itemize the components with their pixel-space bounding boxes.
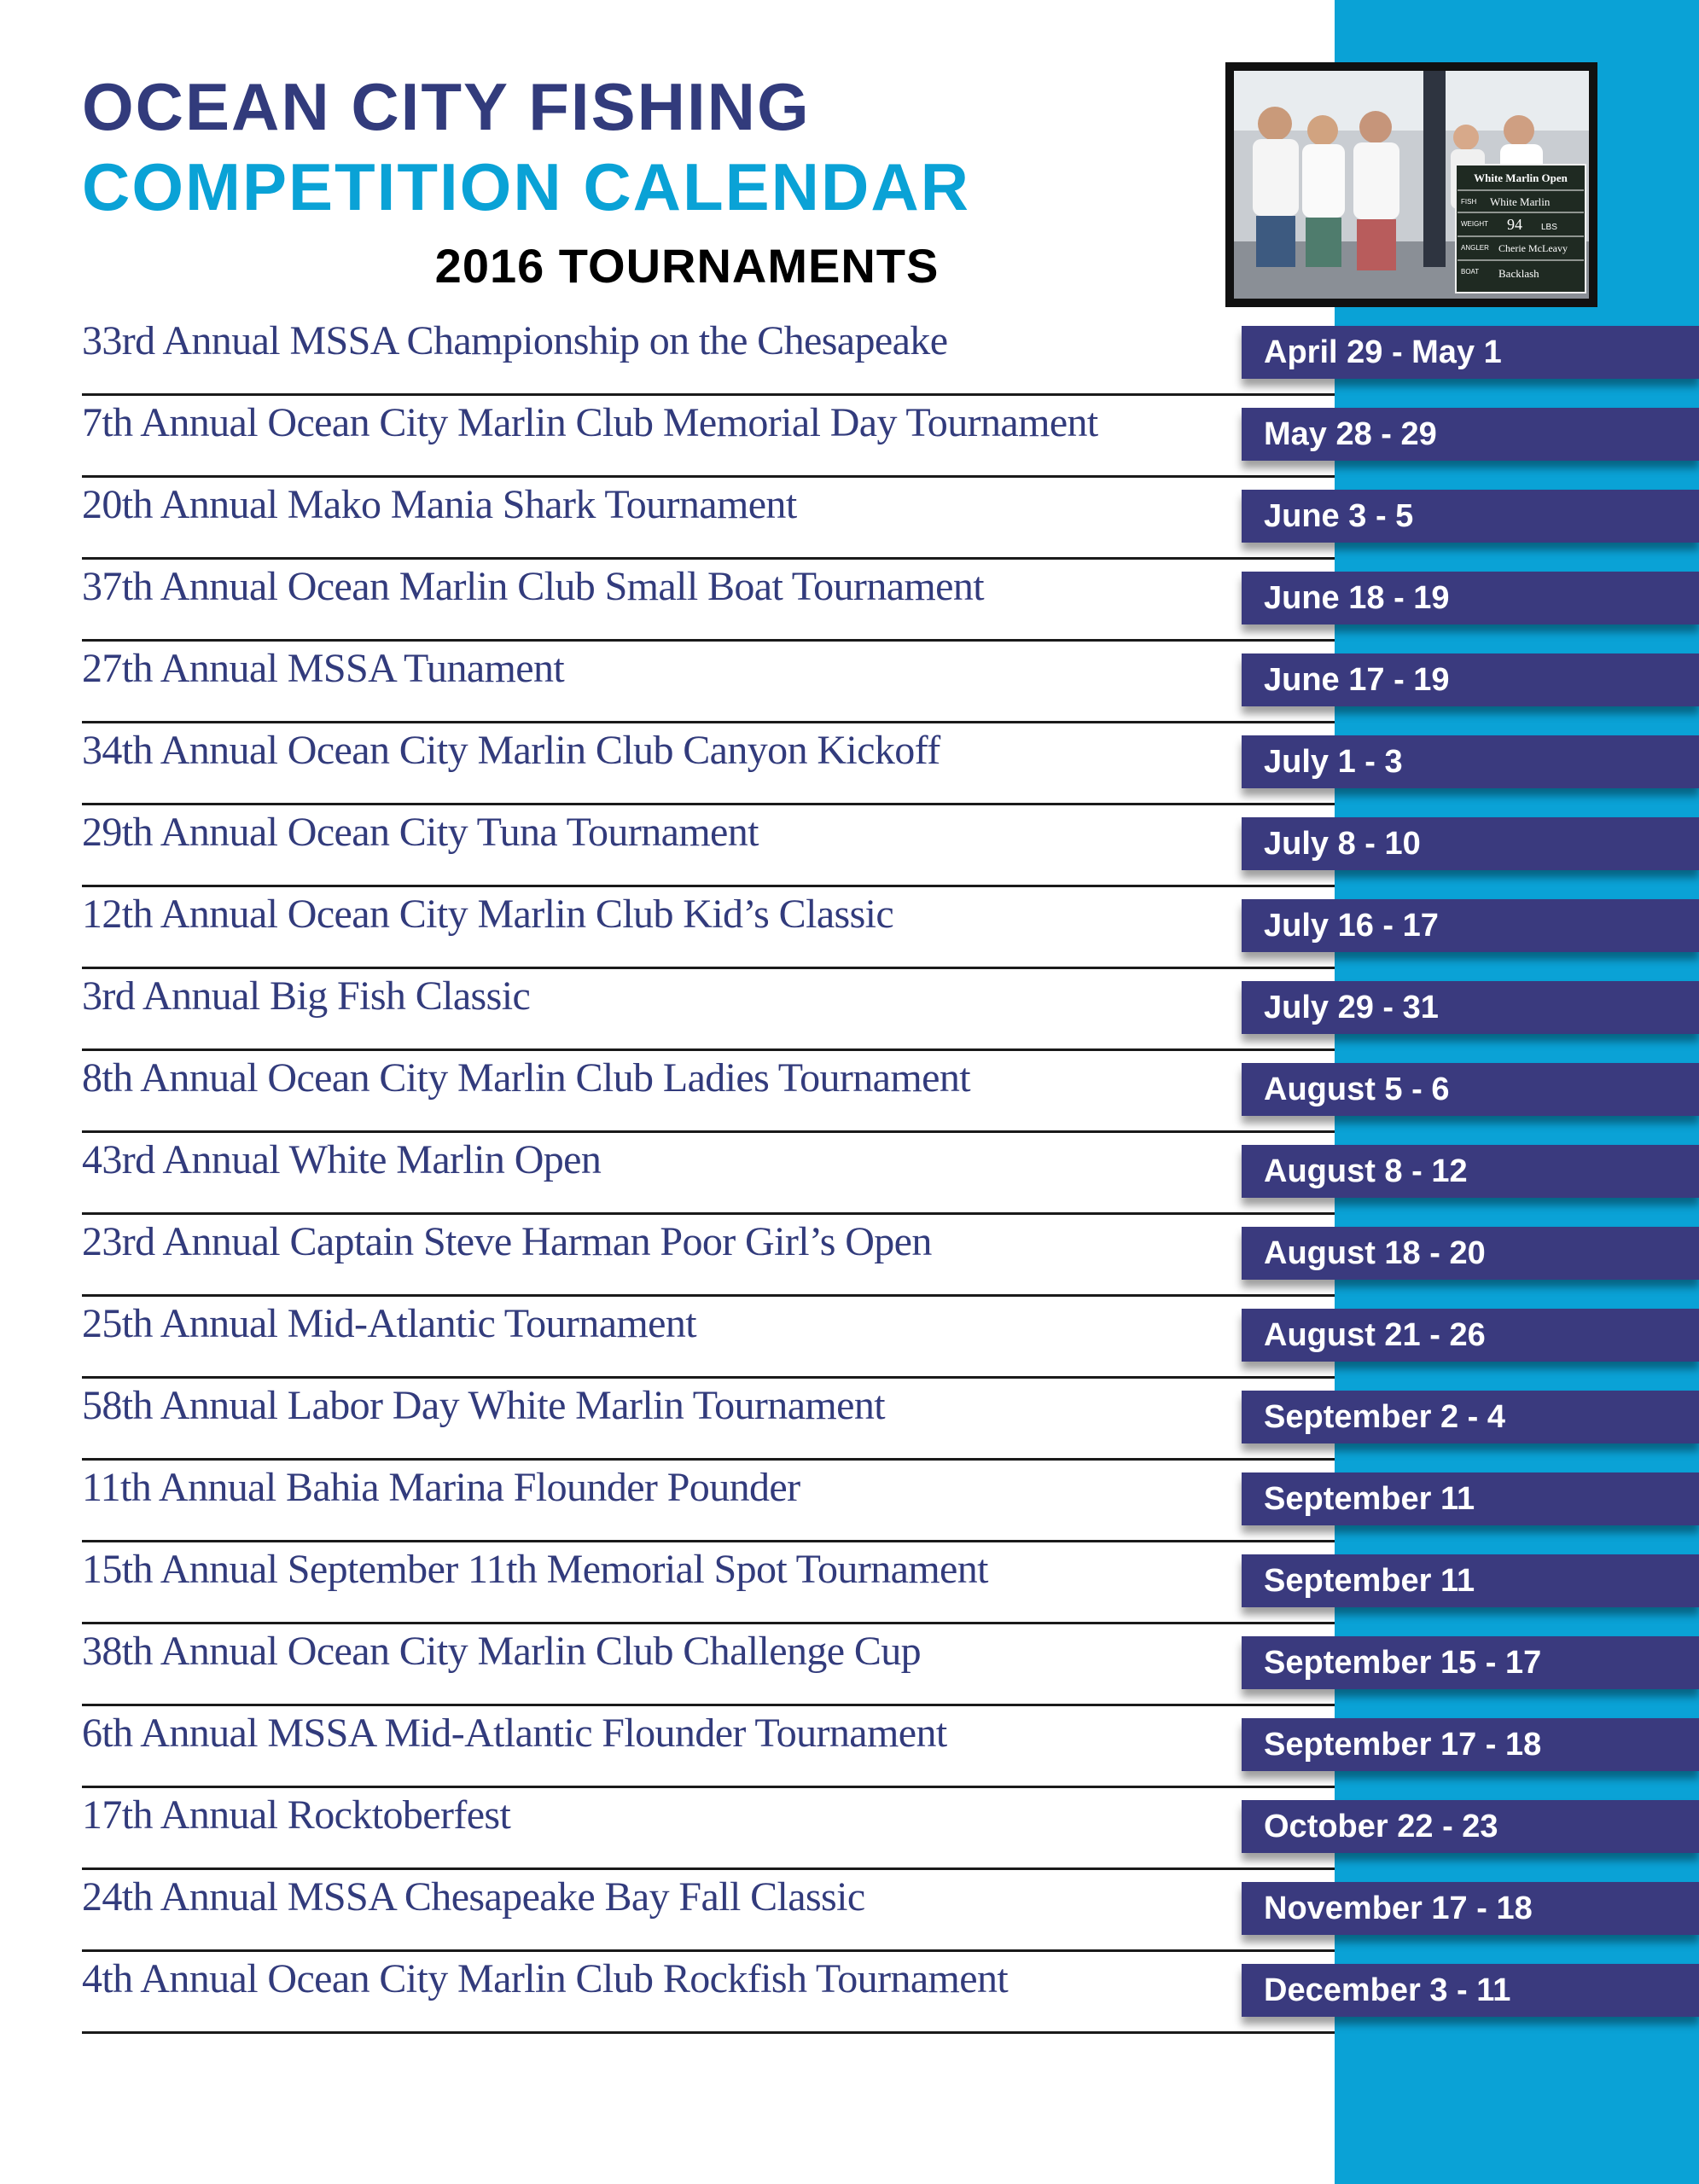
row-divider bbox=[82, 2031, 1335, 2034]
tournament-row bbox=[82, 887, 1335, 969]
tournament-date-badge: November 17 - 18 bbox=[1242, 1882, 1699, 1935]
sign-angler-label: ANGLER bbox=[1461, 244, 1489, 252]
tournament-date-badge: September 17 - 18 bbox=[1242, 1718, 1699, 1771]
tournament-date-badge: August 5 - 6 bbox=[1242, 1063, 1699, 1116]
tournament-date-badge: June 3 - 5 bbox=[1242, 490, 1699, 543]
tournament-row bbox=[82, 642, 1335, 723]
tournament-row bbox=[82, 1788, 1335, 1870]
sign-weight-label: WEIGHT bbox=[1461, 220, 1488, 228]
tournament-row bbox=[82, 314, 1335, 396]
tournament-row bbox=[82, 1870, 1335, 1952]
tournament-date-badge: December 3 - 11 bbox=[1242, 1964, 1699, 2017]
tournament-date-badge: June 17 - 19 bbox=[1242, 653, 1699, 706]
tournament-name: 25th Annual Mid-Atlantic Tournament bbox=[82, 1301, 696, 1346]
tournament-name: 3rd Annual Big Fish Classic bbox=[82, 973, 531, 1019]
tournament-name: 12th Annual Ocean City Marlin Club Kid’s Classic bbox=[82, 892, 894, 937]
tournament-row bbox=[82, 723, 1335, 805]
sign-weight-unit: LBS bbox=[1541, 223, 1557, 232]
tournament-name: 8th Annual Ocean City Marlin Club Ladies Tournament bbox=[82, 1055, 970, 1101]
tournament-name: 7th Annual Ocean City Marlin Club Memorial Day Tournament bbox=[82, 400, 1098, 445]
tournament-date-badge: April 29 - May 1 bbox=[1242, 326, 1699, 379]
tournament-name: 33rd Annual MSSA Championship on the Chesapeake bbox=[82, 318, 948, 363]
sign-fish-label: FISH bbox=[1461, 198, 1477, 206]
tournament-row bbox=[82, 1542, 1335, 1624]
tournament-row bbox=[82, 1051, 1335, 1133]
tournament-name: 29th Annual Ocean City Tuna Tournament bbox=[82, 810, 759, 855]
tournament-date-badge: September 15 - 17 bbox=[1242, 1636, 1699, 1689]
tournament-row bbox=[82, 1133, 1335, 1215]
sign-weight-value: 94 bbox=[1507, 216, 1522, 233]
tournament-name: 15th Annual September 11th Memorial Spot Tournament bbox=[82, 1547, 988, 1592]
tournament-date-badge: September 11 bbox=[1242, 1554, 1699, 1607]
tournament-row bbox=[82, 1952, 1335, 2034]
tournament-date-badge: August 21 - 26 bbox=[1242, 1309, 1699, 1362]
tournament-name: 11th Annual Bahia Marina Flounder Pounder bbox=[82, 1465, 800, 1510]
tournament-date-badge: September 11 bbox=[1242, 1472, 1699, 1525]
tournament-date-badge: August 8 - 12 bbox=[1242, 1145, 1699, 1198]
title-line-2: COMPETITION CALENDAR bbox=[82, 149, 970, 224]
tournament-date-badge: May 28 - 29 bbox=[1242, 408, 1699, 461]
tournament-row bbox=[82, 1297, 1335, 1379]
tournament-row bbox=[82, 969, 1335, 1051]
title-line-1: OCEAN CITY FISHING bbox=[82, 69, 811, 144]
tournament-row bbox=[82, 1706, 1335, 1788]
tournament-date-badge: September 2 - 4 bbox=[1242, 1391, 1699, 1443]
tournament-row bbox=[82, 560, 1335, 642]
tournament-row bbox=[82, 1624, 1335, 1706]
tournament-name: 43rd Annual White Marlin Open bbox=[82, 1137, 602, 1182]
tournament-row bbox=[82, 805, 1335, 887]
tournament-name: 34th Annual Ocean City Marlin Club Canyon Kickoff bbox=[82, 728, 940, 773]
tournament-name: 6th Annual MSSA Mid-Atlantic Flounder Tournament bbox=[82, 1711, 947, 1756]
tournament-row bbox=[82, 1379, 1335, 1461]
tournament-date-badge: July 1 - 3 bbox=[1242, 735, 1699, 788]
tournament-date-badge: June 18 - 19 bbox=[1242, 572, 1699, 624]
sign-boat-value: Backlash bbox=[1498, 267, 1539, 280]
sign-angler-value: Cherie McLeavy bbox=[1498, 242, 1568, 254]
tournament-name: 17th Annual Rocktoberfest bbox=[82, 1792, 511, 1838]
tournament-row bbox=[82, 478, 1335, 560]
tournament-row bbox=[82, 396, 1335, 478]
tournament-name: 24th Annual MSSA Chesapeake Bay Fall Classic bbox=[82, 1874, 865, 1920]
tournament-date-badge: July 29 - 31 bbox=[1242, 981, 1699, 1034]
tournament-date-badge: July 8 - 10 bbox=[1242, 817, 1699, 870]
tournament-name: 38th Annual Ocean City Marlin Club Challenge Cup bbox=[82, 1629, 922, 1674]
tournament-date-badge: October 22 - 23 bbox=[1242, 1800, 1699, 1853]
tournament-name: 23rd Annual Captain Steve Harman Poor Girl’s Open bbox=[82, 1219, 932, 1264]
tournament-name: 37th Annual Ocean Marlin Club Small Boat Tournament bbox=[82, 564, 984, 609]
sign-title: White Marlin Open bbox=[1474, 171, 1568, 184]
tournament-name: 20th Annual Mako Mania Shark Tournament bbox=[82, 482, 797, 527]
subtitle: 2016 TOURNAMENTS bbox=[434, 239, 940, 293]
tournament-date-badge: July 16 - 17 bbox=[1242, 899, 1699, 952]
tournament-row bbox=[82, 1215, 1335, 1297]
tournament-row bbox=[82, 1461, 1335, 1542]
tournament-name: 27th Annual MSSA Tunament bbox=[82, 646, 565, 691]
tournament-name: 4th Annual Ocean City Marlin Club Rockfish Tournament bbox=[82, 1956, 1009, 2001]
sign-boat-label: BOAT bbox=[1461, 268, 1480, 276]
tournament-name: 58th Annual Labor Day White Marlin Tournament bbox=[82, 1383, 885, 1428]
sign-fish-value: White Marlin bbox=[1490, 195, 1551, 208]
tournament-date-badge: August 18 - 20 bbox=[1242, 1227, 1699, 1280]
